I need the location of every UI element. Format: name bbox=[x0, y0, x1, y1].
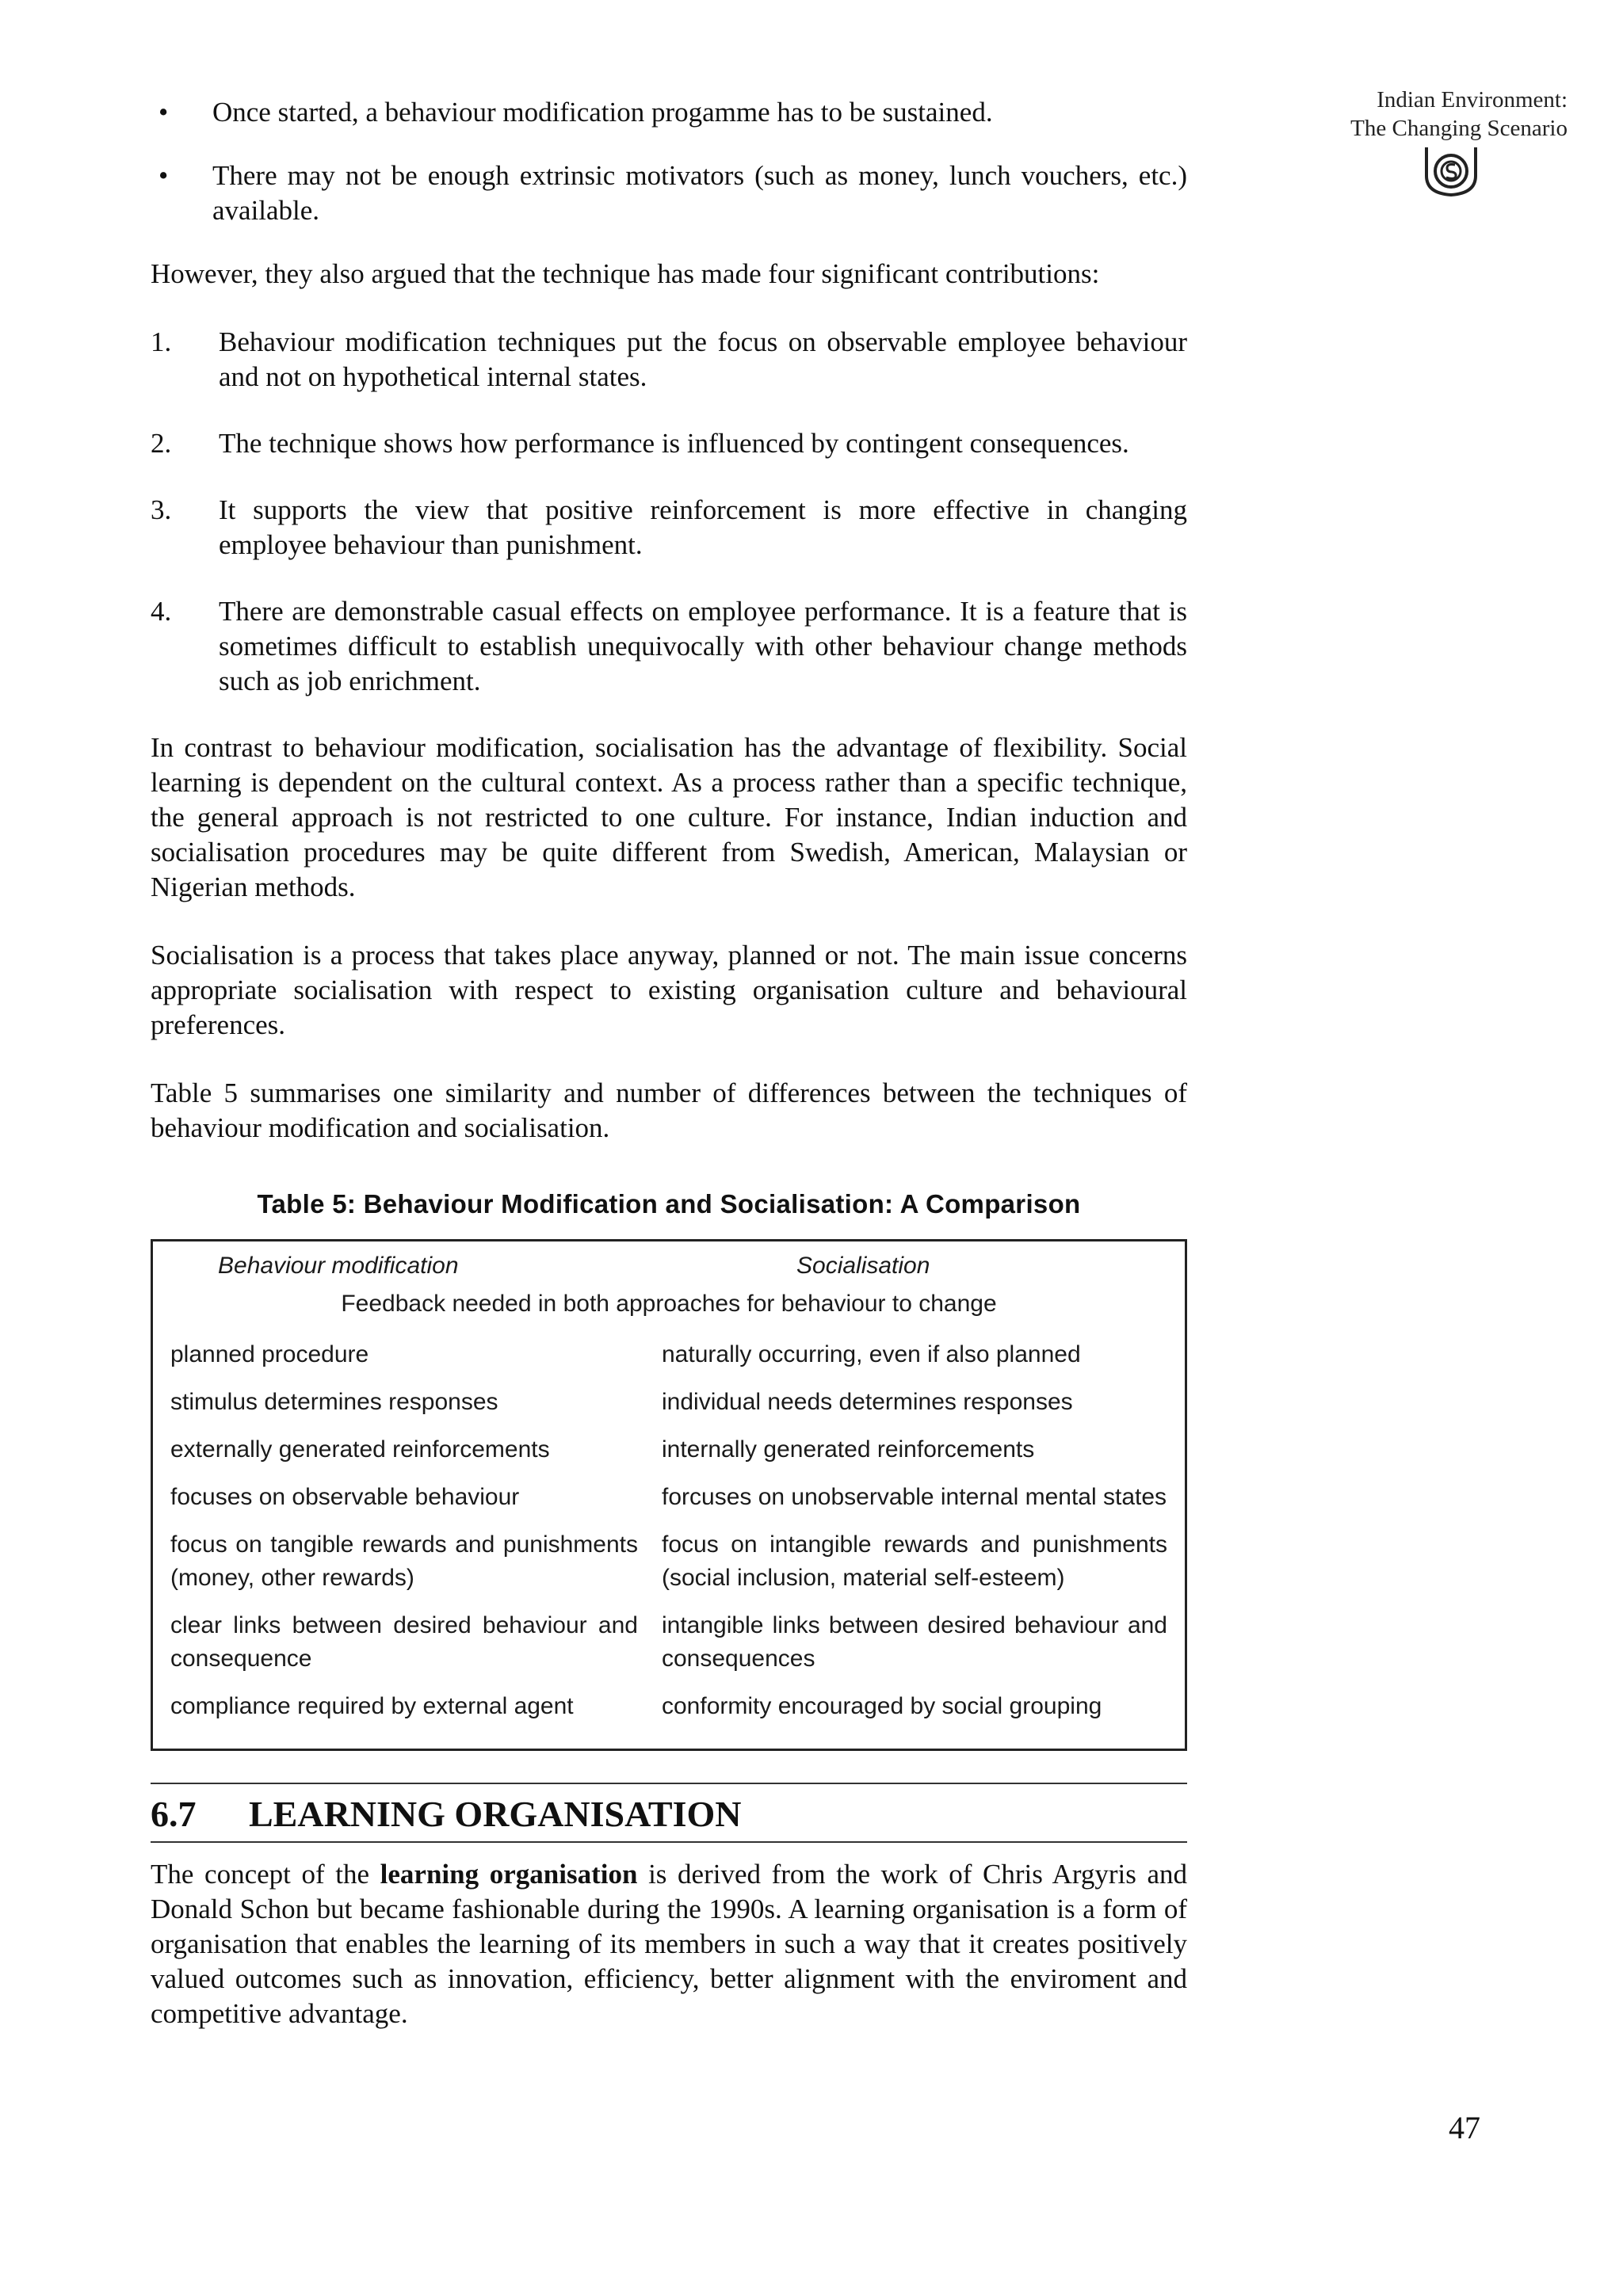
section-paragraph bbox=[151, 1857, 1187, 2031]
list-item bbox=[151, 426, 1187, 461]
body-paragraph: Table 5 summarises one similarity and number of differences between the techniques of behaviour modification and socialisation. bbox=[151, 1077, 1187, 1143]
shared-row: Feedback needed in both approaches for behaviour to change bbox=[341, 1291, 997, 1317]
table-cell-socialisation: forcuses on unobservable internal mental states bbox=[662, 1484, 1167, 1510]
table-row bbox=[170, 1386, 1167, 1419]
table-cell-behaviour-modification: planned procedure bbox=[170, 1341, 369, 1367]
item-text: Behaviour modification techniques put the focus on observable employee behaviour and not on hypothetical internal states. bbox=[219, 326, 1187, 392]
table-cell-behaviour-modification: focuses on observable behaviour bbox=[170, 1484, 520, 1510]
item-number: 3. bbox=[151, 494, 172, 525]
university-emblem-icon bbox=[1420, 144, 1482, 198]
table-row bbox=[170, 1609, 1167, 1676]
bullet-marker: • bbox=[158, 97, 169, 128]
section-text-post: is derived from the work of Chris Argyris and Donald Schon but became fashionable during the 1990s. A learning organisation is a form of organisation that enables the learning of its members in such a way that it creates positively valued outcomes such as innovation, efficiency, better alignment with the enviroment and competitive advantage. bbox=[151, 1859, 1188, 2029]
intro-paragraph: However, they also argued that the technique has made four significant contributions: bbox=[151, 258, 1100, 289]
bullet-list bbox=[151, 95, 1187, 228]
bullet-text: Once started, a behaviour modification progamme has to be sustained. bbox=[212, 97, 993, 128]
column-header-behaviour-modification: Behaviour modification bbox=[218, 1253, 459, 1279]
table-row bbox=[170, 1528, 1167, 1595]
table-row bbox=[170, 1481, 1167, 1514]
column-header-socialisation: Socialisation bbox=[796, 1253, 930, 1279]
item-number: 4. bbox=[151, 596, 172, 627]
table-cell-behaviour-modification: clear links between desired behaviour and consequence bbox=[170, 1612, 638, 1672]
table-cell-socialisation: individual needs determines responses bbox=[662, 1389, 1073, 1415]
body-paragraph: In contrast to behaviour modification, socialisation has the advantage of flexibility. Social learning is dependent on the cultural context. As a process rather than a specific technique, the general approach is not restricted to one culture. For instance, Indian induction and socialisation procedures may be quite different from Swedish, American, Malaysian or Nigerian methods. bbox=[151, 732, 1187, 902]
table-row bbox=[170, 1690, 1167, 1723]
section-title: LEARNING ORGANISATION bbox=[249, 1794, 742, 1834]
running-header bbox=[1298, 86, 1568, 143]
header-line-2: The Changing Scenario bbox=[1350, 116, 1568, 141]
table-body bbox=[170, 1338, 1167, 1723]
numbered-list bbox=[151, 325, 1187, 699]
section-number: 6.7 bbox=[151, 1794, 197, 1834]
table-cell-socialisation: focus on intangible rewards and punishments (social inclusion, material self-esteem) bbox=[662, 1531, 1167, 1591]
bullet-text: There may not be enough extrinsic motivators (such as money, lunch vouchers, etc.) available. bbox=[212, 160, 1187, 226]
item-number: 2. bbox=[151, 428, 172, 459]
table-header-row bbox=[170, 1249, 1167, 1283]
section-text-pre: The concept of the bbox=[151, 1859, 380, 1890]
body-paragraph: Socialisation is a process that takes place anyway, planned or not. The main issue concerns appropriate socialisation with respect to existing organisation culture and behavioural preferences. bbox=[151, 940, 1187, 1040]
list-item bbox=[151, 325, 1187, 395]
item-number: 1. bbox=[151, 326, 172, 357]
table-cell-behaviour-modification: stimulus determines responses bbox=[170, 1389, 498, 1415]
table-title: Table 5: Behaviour Modification and Socialisation: A Comparison bbox=[257, 1189, 1081, 1219]
table-cell-socialisation: naturally occurring, even if also planned bbox=[662, 1341, 1081, 1367]
section-text-bold: learning organisation bbox=[380, 1859, 638, 1890]
item-text: There are demonstrable casual effects on employee performance. It is a feature that is sometimes difficult to establish unequivocally with other behaviour change methods such as job enrichment. bbox=[219, 596, 1187, 696]
item-text: It supports the view that positive reinforcement is more effective in changing employee behaviour than punishment. bbox=[219, 494, 1187, 560]
bullet-marker: • bbox=[158, 160, 169, 191]
table-row bbox=[170, 1338, 1167, 1371]
list-item bbox=[151, 493, 1187, 563]
list-item bbox=[151, 594, 1187, 699]
table-cell-behaviour-modification: compliance required by external agent bbox=[170, 1693, 574, 1719]
table-cell-socialisation: internally generated reinforcements bbox=[662, 1436, 1035, 1463]
comparison-table bbox=[151, 1239, 1187, 1751]
list-item bbox=[151, 95, 1187, 130]
page-number: 47 bbox=[1449, 2110, 1480, 2145]
table-cell-behaviour-modification: focus on tangible rewards and punishments (money, other rewards) bbox=[170, 1531, 638, 1591]
list-item bbox=[151, 158, 1187, 228]
table-row bbox=[170, 1433, 1167, 1466]
table-cell-socialisation: conformity encouraged by social grouping bbox=[662, 1693, 1102, 1719]
item-text: The technique shows how performance is influenced by contingent consequences. bbox=[219, 428, 1129, 459]
section-heading bbox=[151, 1784, 1187, 1843]
header-line-1: Indian Environment: bbox=[1377, 87, 1568, 113]
table-cell-socialisation: intangible links between desired behaviour and consequences bbox=[662, 1612, 1167, 1672]
table-cell-behaviour-modification: externally generated reinforcements bbox=[170, 1436, 550, 1463]
main-content bbox=[151, 95, 1187, 2065]
